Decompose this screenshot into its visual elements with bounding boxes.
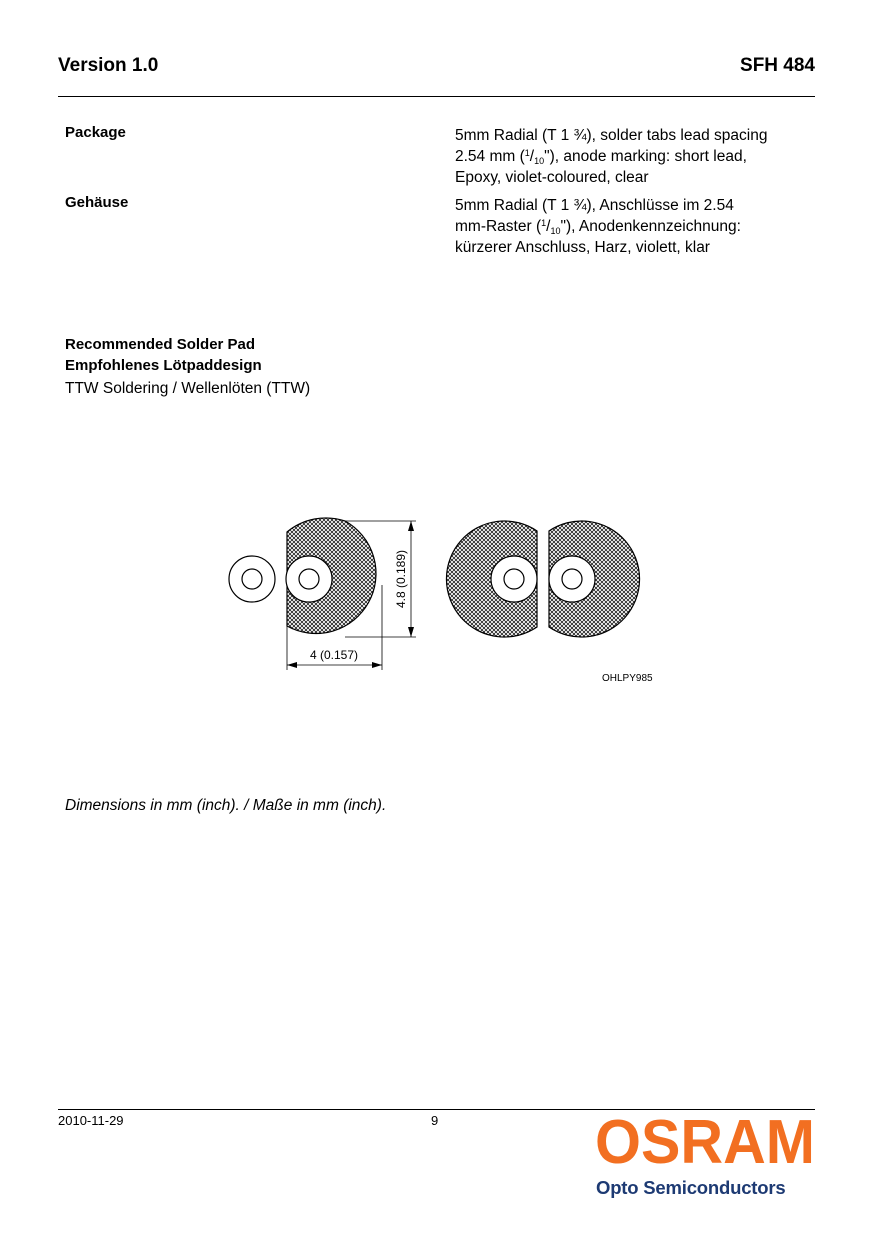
dim-width-label: 4 (0.157) xyxy=(309,648,359,662)
product-name: SFH 484 xyxy=(740,55,815,76)
solder-pad-subtitle: TTW Soldering / Wellenlöten (TTW) xyxy=(65,380,311,397)
package-label: Package xyxy=(65,124,126,141)
dimensions-note: Dimensions in mm (inch). / Maße in mm (inch). xyxy=(65,797,387,814)
pad-hole-left xyxy=(504,569,524,589)
osram-wordmark: OSRAM xyxy=(595,1113,815,1168)
solder-pad-title-de: Empfohlenes Lötpaddesign xyxy=(65,357,262,374)
dim-height-label: 4.8 (0.189) xyxy=(394,549,408,609)
package-description-en: 5mm Radial (T 1 ¾), solder tabs lead spacing 2.54 mm $(^1/_{10}")$, anode marking: short lead, Epoxy, violet-coloured, clear xyxy=(455,127,768,186)
footer-date: 2010-11-29 xyxy=(58,1113,124,1128)
pad-hole-small xyxy=(242,569,262,589)
gehaeuse-label: Gehäuse xyxy=(65,194,129,211)
package-description-de: 5mm Radial (T 1 ¾), Anschlüsse im 2.54 mm-Raster $(^1/_{10}")$, Anodenkennzeichnung: kürzerer Anschluss, Harz, violett, klar xyxy=(455,197,741,256)
drawing-code: OHLPY985 xyxy=(602,673,653,684)
pad-hole xyxy=(299,569,319,589)
page-number: 9 xyxy=(431,1113,439,1128)
pad-hole-right xyxy=(562,569,582,589)
osram-logo xyxy=(594,1113,816,1168)
solder-pad-title-en: Recommended Solder Pad xyxy=(65,336,256,353)
brand-tagline: Opto Semiconductors xyxy=(596,1177,786,1198)
version-label: Version 1.0 xyxy=(58,55,159,76)
footer-divider xyxy=(58,1109,815,1110)
